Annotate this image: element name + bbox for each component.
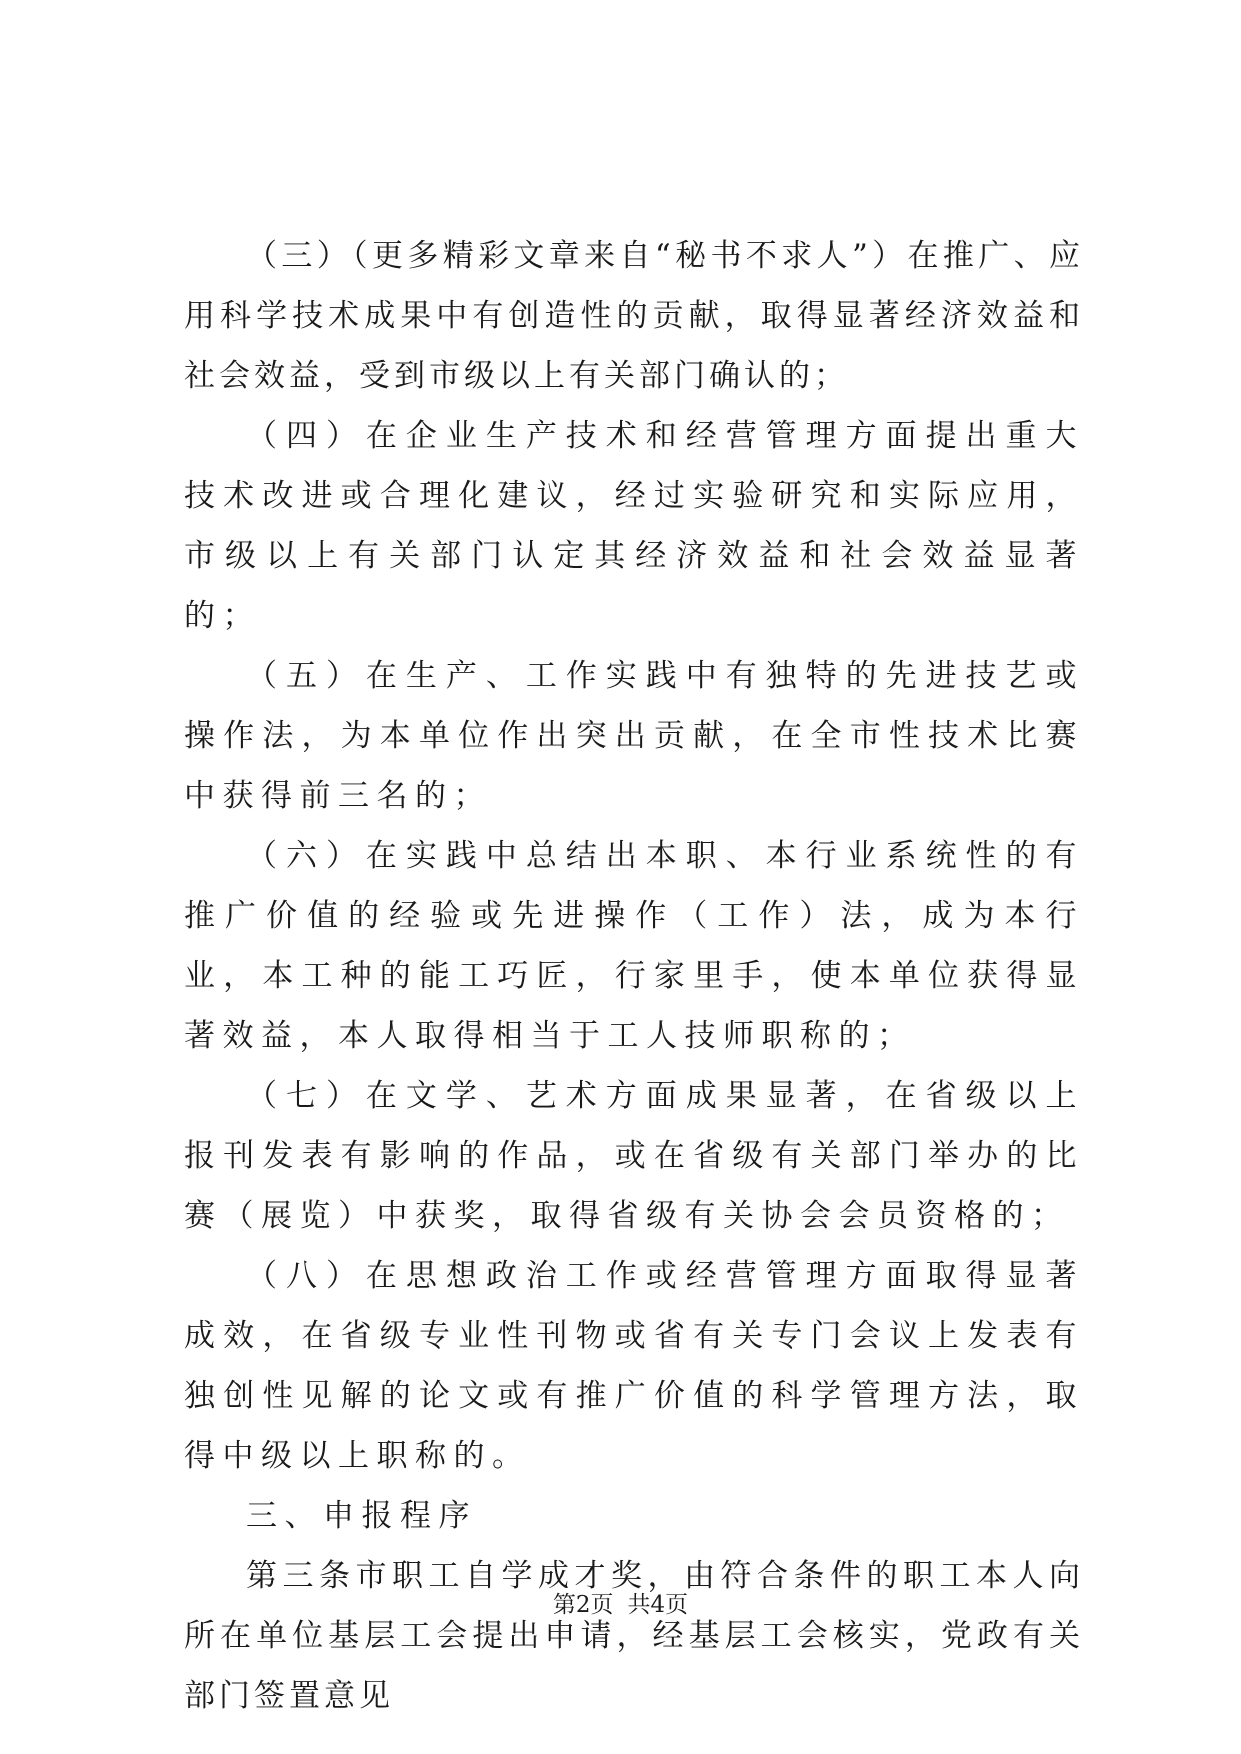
section-heading-application-procedure: 三、申报程序 (246, 1498, 477, 1534)
paragraph-item-7: （七）在文学、艺术方面成果显著，在省级以上报刊发表有影响的作品，或在省级有关部门举办的比赛（展览）中获奖，取得省级有关协会会员资格的； (184, 1078, 1084, 1234)
page-number: 第2页 (552, 1592, 614, 1618)
paragraph-article-3: 第三条市职工自学成才奖，由符合条件的职工本人向所在单位基层工会提出申请，经基层工会核实，党政有关部门签置意见 (184, 1558, 1084, 1714)
paragraph-item-6: （六）在实践中总结出本职、本行业系统性的有推广价值的经验或先进操作（工作）法，成为本行业，本工种的能工巧匠，行家里手，使本单位获得显著效益，本人取得相当于工人技师职称的； (184, 838, 1084, 1054)
page-footer (0, 1586, 1241, 1619)
document-body (184, 226, 1084, 1726)
paragraph-item-5: （五）在生产、工作实践中有独特的先进技艺或操作法，为本单位作出突出贡献，在全市性技术比赛中获得前三名的； (184, 658, 1084, 814)
page-total: 共4页 (627, 1592, 689, 1618)
paragraph-item-4: （四）在企业生产技术和经营管理方面提出重大技术改进或合理化建议，经过实验研究和实际应用，市级以上有关部门认定其经济效益和社会效益显著的； (184, 418, 1084, 634)
paragraph-item-8: （八）在思想政治工作或经营管理方面取得显著成效，在省级专业性刊物或省有关专门会议上发表有独创性见解的论文或有推广价值的科学管理方法，取得中级以上职称的。 (184, 1258, 1084, 1474)
paragraph-item-3: （三）（更多精彩文章来自“秘书不求人”）在推广、应用科学技术成果中有创造性的贡献，取得显著经济效益和社会效益，受到市级以上有关部门确认的； (184, 238, 1084, 394)
